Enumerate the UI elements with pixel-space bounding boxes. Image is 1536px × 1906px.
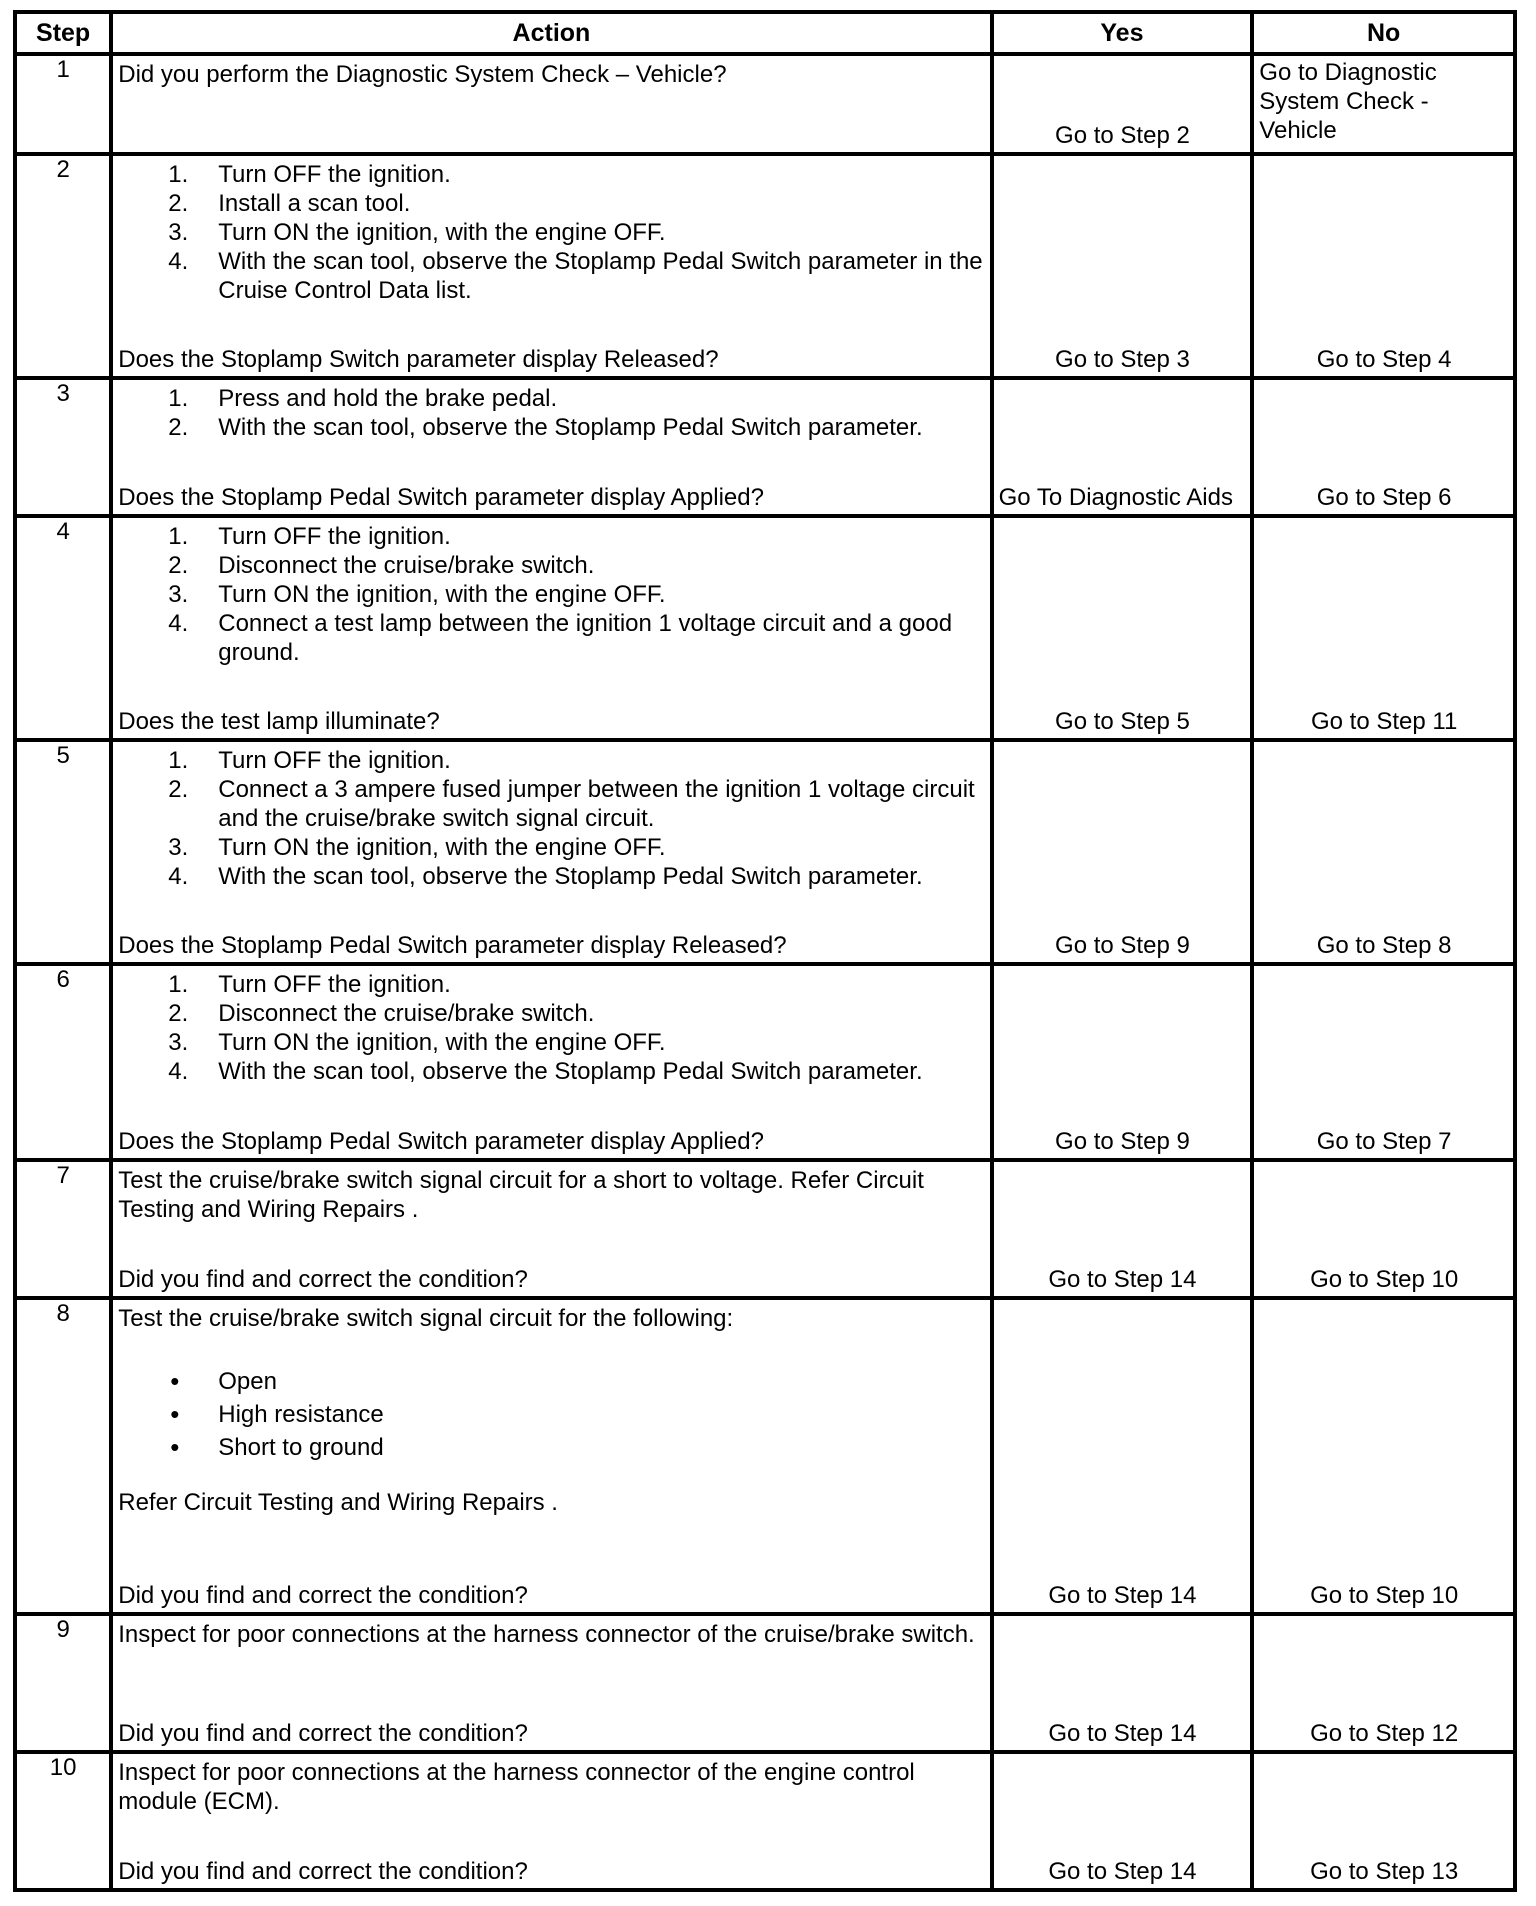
procedure-step: Disconnect the cruise/brake switch.: [218, 552, 595, 579]
no-cell: [1252, 378, 1515, 516]
yes-action: Go to Step 5: [1055, 708, 1190, 735]
action-text: Did you perform the Diagnostic System Check – Vehicle?: [118, 61, 727, 88]
action-text: Test the cruise/brake switch signal circuit for a short to voltage. Refer Circuit Testing and Wiring Repairs .: [118, 1167, 924, 1223]
procedure-step: With the scan tool, observe the Stoplamp Pedal Switch parameter in the Cruise Control Data list.: [218, 248, 983, 304]
table-row: [15, 54, 1515, 154]
yes-cell: [992, 740, 1253, 964]
procedure-step: With the scan tool, observe the Stoplamp Pedal Switch parameter.: [218, 863, 923, 890]
no-action: Go to Step 7: [1316, 1128, 1452, 1155]
yes-cell: [992, 516, 1253, 740]
action-cell: [111, 54, 991, 154]
step-number: 4: [15, 516, 111, 740]
procedure-step: Turn ON the ignition, with the engine OFF.: [218, 1029, 666, 1056]
action-cell: [111, 1298, 991, 1614]
table-row: [15, 516, 1515, 740]
question-text: Did you find and correct the condition?: [118, 1266, 528, 1293]
procedure-step: Connect a test lamp between the ignition 1 voltage circuit and a good ground.: [218, 610, 953, 666]
action-cell: [111, 1614, 991, 1752]
action-cell: [111, 740, 991, 964]
step-number: 7: [15, 1160, 111, 1298]
yes-cell: [992, 964, 1253, 1160]
refer-text: Refer Circuit Testing and Wiring Repairs .: [118, 1489, 558, 1516]
condition-item: • High resistance: [118, 1398, 983, 1431]
procedure-list: [118, 522, 983, 667]
table-row: [15, 1298, 1515, 1614]
no-action: Go to Step 10: [1310, 1582, 1459, 1609]
table-row: [15, 964, 1515, 1160]
no-cell: [1252, 1752, 1515, 1890]
yes-cell: [992, 1298, 1253, 1614]
yes-action: Go To Diagnostic Aids: [998, 484, 1233, 511]
question-text: Does the Stoplamp Pedal Switch parameter display Applied?: [118, 484, 764, 511]
step-number: 9: [15, 1614, 111, 1752]
no-action: Go to Step 13: [1310, 1858, 1459, 1885]
no-action: Go to Diagnostic System Check - Vehicle: [1259, 59, 1437, 144]
no-action: Go to Step 10: [1310, 1266, 1459, 1293]
question-text: Did you find and correct the condition?: [118, 1582, 528, 1609]
no-cell: [1252, 1160, 1515, 1298]
table-row: [15, 740, 1515, 964]
procedure-step: Press and hold the brake pedal.: [218, 385, 558, 412]
procedure-list: [118, 970, 983, 1086]
yes-cell: [992, 1614, 1253, 1752]
yes-action: Go to Step 3: [1055, 346, 1190, 373]
action-text: Test the cruise/brake switch signal circuit for the following:: [118, 1305, 734, 1332]
step-number: 8: [15, 1298, 111, 1614]
step-number: 3: [15, 378, 111, 516]
no-action: Go to Step 4: [1316, 346, 1452, 373]
procedure-step: Connect a 3 ampere fused jumper between the ignition 1 voltage circuit and the cruise/brake switch signal circuit.: [218, 776, 975, 832]
no-action: Go to Step 11: [1310, 708, 1458, 735]
step-number: 10: [15, 1752, 111, 1890]
header-no: No: [1252, 12, 1515, 54]
table-row: [15, 154, 1515, 378]
procedure-step: With the scan tool, observe the Stoplamp Pedal Switch parameter.: [218, 1058, 923, 1085]
header-step: Step: [15, 12, 111, 54]
action-cell: [111, 154, 991, 378]
step-number: 2: [15, 154, 111, 378]
table-row: [15, 1160, 1515, 1298]
table-row: [15, 378, 1515, 516]
yes-action: Go to Step 14: [1048, 1266, 1197, 1293]
no-cell: [1252, 1614, 1515, 1752]
header-yes: Yes: [992, 12, 1253, 54]
yes-action: Go to Step 14: [1048, 1858, 1197, 1885]
yes-action: Go to Step 9: [1055, 1128, 1190, 1155]
diagnostic-table: [13, 10, 1517, 1892]
procedure-list: [118, 384, 983, 442]
procedure-step: Turn OFF the ignition.: [218, 747, 451, 774]
condition-item: • Short to ground: [118, 1431, 983, 1464]
action-cell: [111, 964, 991, 1160]
no-cell: [1252, 964, 1515, 1160]
no-action: Go to Step 12: [1310, 1720, 1459, 1747]
yes-action: Go to Step 2: [1055, 122, 1190, 149]
procedure-step: Disconnect the cruise/brake switch.: [218, 1000, 595, 1027]
table-row: [15, 1752, 1515, 1890]
procedure-step: Turn OFF the ignition.: [218, 523, 451, 550]
procedure-step: Turn OFF the ignition.: [218, 971, 451, 998]
action-cell: [111, 378, 991, 516]
no-cell: [1252, 740, 1515, 964]
procedure-step: Turn OFF the ignition.: [218, 161, 451, 188]
condition-item: • Open: [118, 1365, 983, 1398]
action-cell: [111, 1752, 991, 1890]
procedure-step: Install a scan tool.: [218, 190, 411, 217]
action-text: Inspect for poor connections at the harness connector of the cruise/brake switch.: [118, 1621, 975, 1648]
procedure-step: Turn ON the ignition, with the engine OFF.: [218, 581, 666, 608]
question-text: Does the test lamp illuminate?: [118, 708, 440, 735]
no-action: Go to Step 6: [1316, 484, 1452, 511]
yes-cell: [992, 154, 1253, 378]
step-number: 6: [15, 964, 111, 1160]
no-action: Go to Step 8: [1316, 932, 1452, 959]
step-number: 1: [15, 54, 111, 154]
yes-action: Go to Step 14: [1048, 1582, 1197, 1609]
yes-action: Go to Step 14: [1048, 1720, 1197, 1747]
yes-cell: [992, 1160, 1253, 1298]
step-number: 5: [15, 740, 111, 964]
no-cell: [1252, 1298, 1515, 1614]
question-text: Does the Stoplamp Pedal Switch parameter display Applied?: [118, 1128, 764, 1155]
procedure-step: With the scan tool, observe the Stoplamp Pedal Switch parameter.: [218, 414, 923, 441]
procedure-list: [118, 746, 983, 891]
no-cell: [1252, 54, 1515, 154]
table-row: [15, 1614, 1515, 1752]
question-text: Did you find and correct the condition?: [118, 1858, 528, 1885]
procedure-step: Turn ON the ignition, with the engine OFF.: [218, 219, 666, 246]
yes-action: Go to Step 9: [1055, 932, 1190, 959]
yes-cell: [992, 1752, 1253, 1890]
yes-cell: [992, 378, 1253, 516]
action-text: Inspect for poor connections at the harness connector of the engine control module (ECM).: [118, 1759, 915, 1815]
header-row: [15, 12, 1515, 54]
procedure-list: [118, 160, 983, 305]
question-text: Did you find and correct the condition?: [118, 1720, 528, 1747]
action-cell: [111, 516, 991, 740]
header-action: Action: [111, 12, 991, 54]
yes-cell: [992, 54, 1253, 154]
no-cell: [1252, 516, 1515, 740]
condition-list: [118, 1365, 983, 1464]
no-cell: [1252, 154, 1515, 378]
question-text: Does the Stoplamp Pedal Switch parameter display Released?: [118, 932, 787, 959]
procedure-step: Turn ON the ignition, with the engine OFF.: [218, 834, 666, 861]
question-text: Does the Stoplamp Switch parameter display Released?: [118, 346, 719, 373]
action-cell: [111, 1160, 991, 1298]
